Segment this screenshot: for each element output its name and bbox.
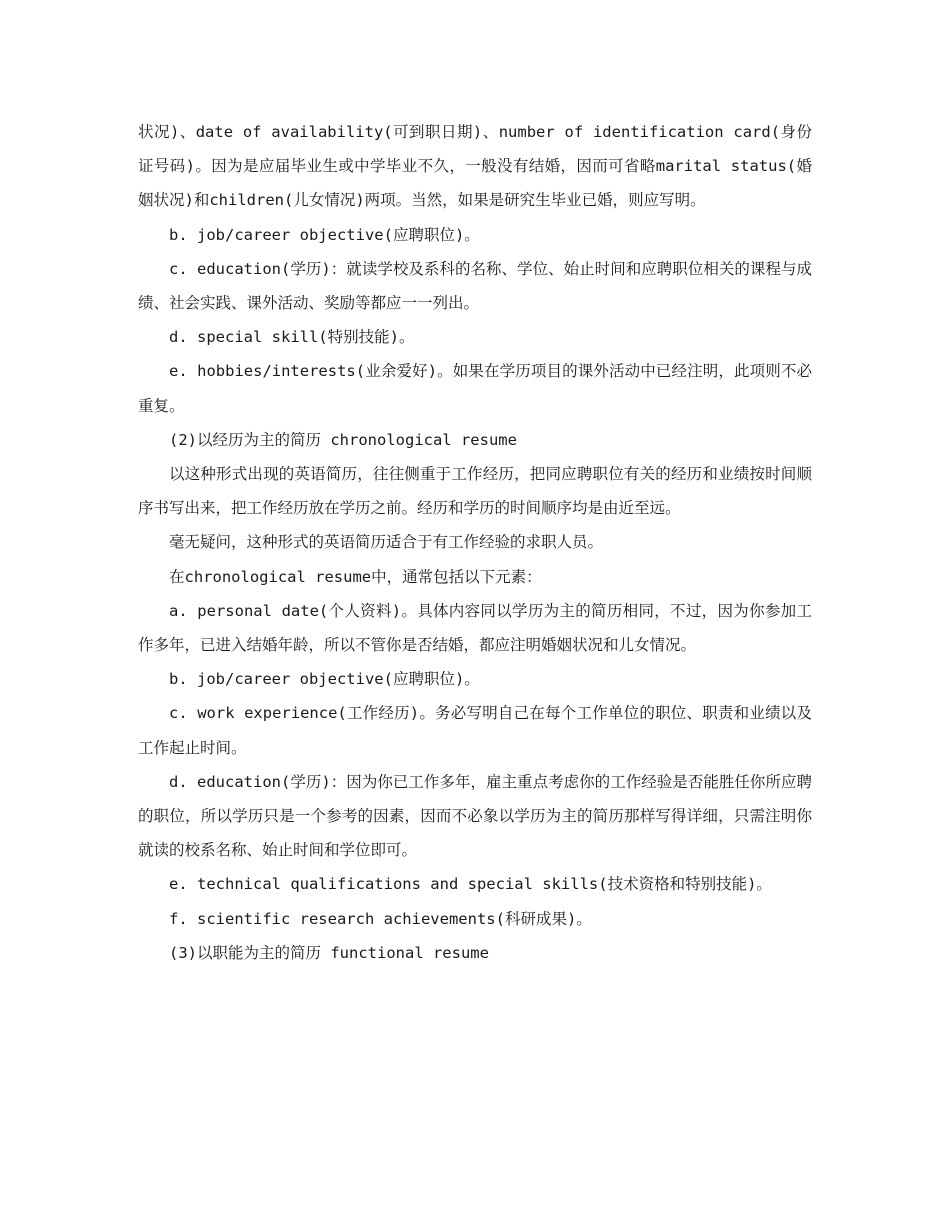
- paragraph: e. technical qualifications and special skills(技术资格和特别技能)。: [169, 875, 772, 894]
- section-heading: (2)以经历为主的简历 chronological resume: [169, 430, 517, 449]
- paragraph: e. hobbies/interests(业余爱好)。如果在学历项目的课外活动中已经注明，此项则不必重复。: [138, 362, 812, 415]
- paragraph: d. special skill(特别技能)。: [169, 328, 415, 347]
- paragraph: c. work experience(工作经历)。务必写明自己在每个工作单位的职位、职责和业绩以及工作起止时间。: [138, 704, 812, 757]
- paragraph: f. scientific research achievements(科研成果)。: [169, 909, 592, 928]
- paragraph: 在chronological resume中，通常包括以下元素：: [169, 567, 542, 586]
- paragraph: 状况)、date of availability(可到职日期)、number of identification card(身份证号码)。因为是应届毕业生或中学毕业不久，一般没有结婚，因而可省略marital status(婚姻状况)和children(儿女情况)两项。当然，如果是研究生毕业已婚，则应写明。: [138, 123, 812, 210]
- document-body: [138, 115, 812, 970]
- paragraph: 以这种形式出现的英语简历，往往侧重于工作经历，把同应聘职位有关的经历和业绩按时间顺序书写出来，把工作经历放在学历之前。经历和学历的时间顺序均是由近至远。: [138, 465, 812, 518]
- paragraph: 毫无疑问，这种形式的英语简历适合于有工作经验的求职人员。: [169, 533, 604, 552]
- paragraph: b. job/career objective(应聘职位)。: [169, 225, 480, 244]
- paragraph: d. education(学历)：因为你已工作多年，雇主重点考虑你的工作经验是否能胜任你所应聘的职位，所以学历只是一个参考的因素，因而不必象以学历为主的简历那样写得详细，只需注明你就读的校系名称、始止时间和学位即可。: [138, 772, 812, 860]
- section-heading: (3)以职能为主的简历 functional resume: [169, 943, 489, 962]
- paragraph: c. education(学历)：就读学校及系科的名称、学位、始止时间和应聘职位相关的课程与成绩、社会实践、课外活动、奖励等都应一一列出。: [138, 259, 812, 313]
- paragraph: a. personal date(个人资料)。具体内容同以学历为主的简历相同，不过，因为你参加工作多年，已进入结婚年龄，所以不管你是否结婚，都应注明婚姻状况和儿女情况。: [138, 601, 812, 655]
- paragraph: b. job/career objective(应聘职位)。: [169, 670, 480, 689]
